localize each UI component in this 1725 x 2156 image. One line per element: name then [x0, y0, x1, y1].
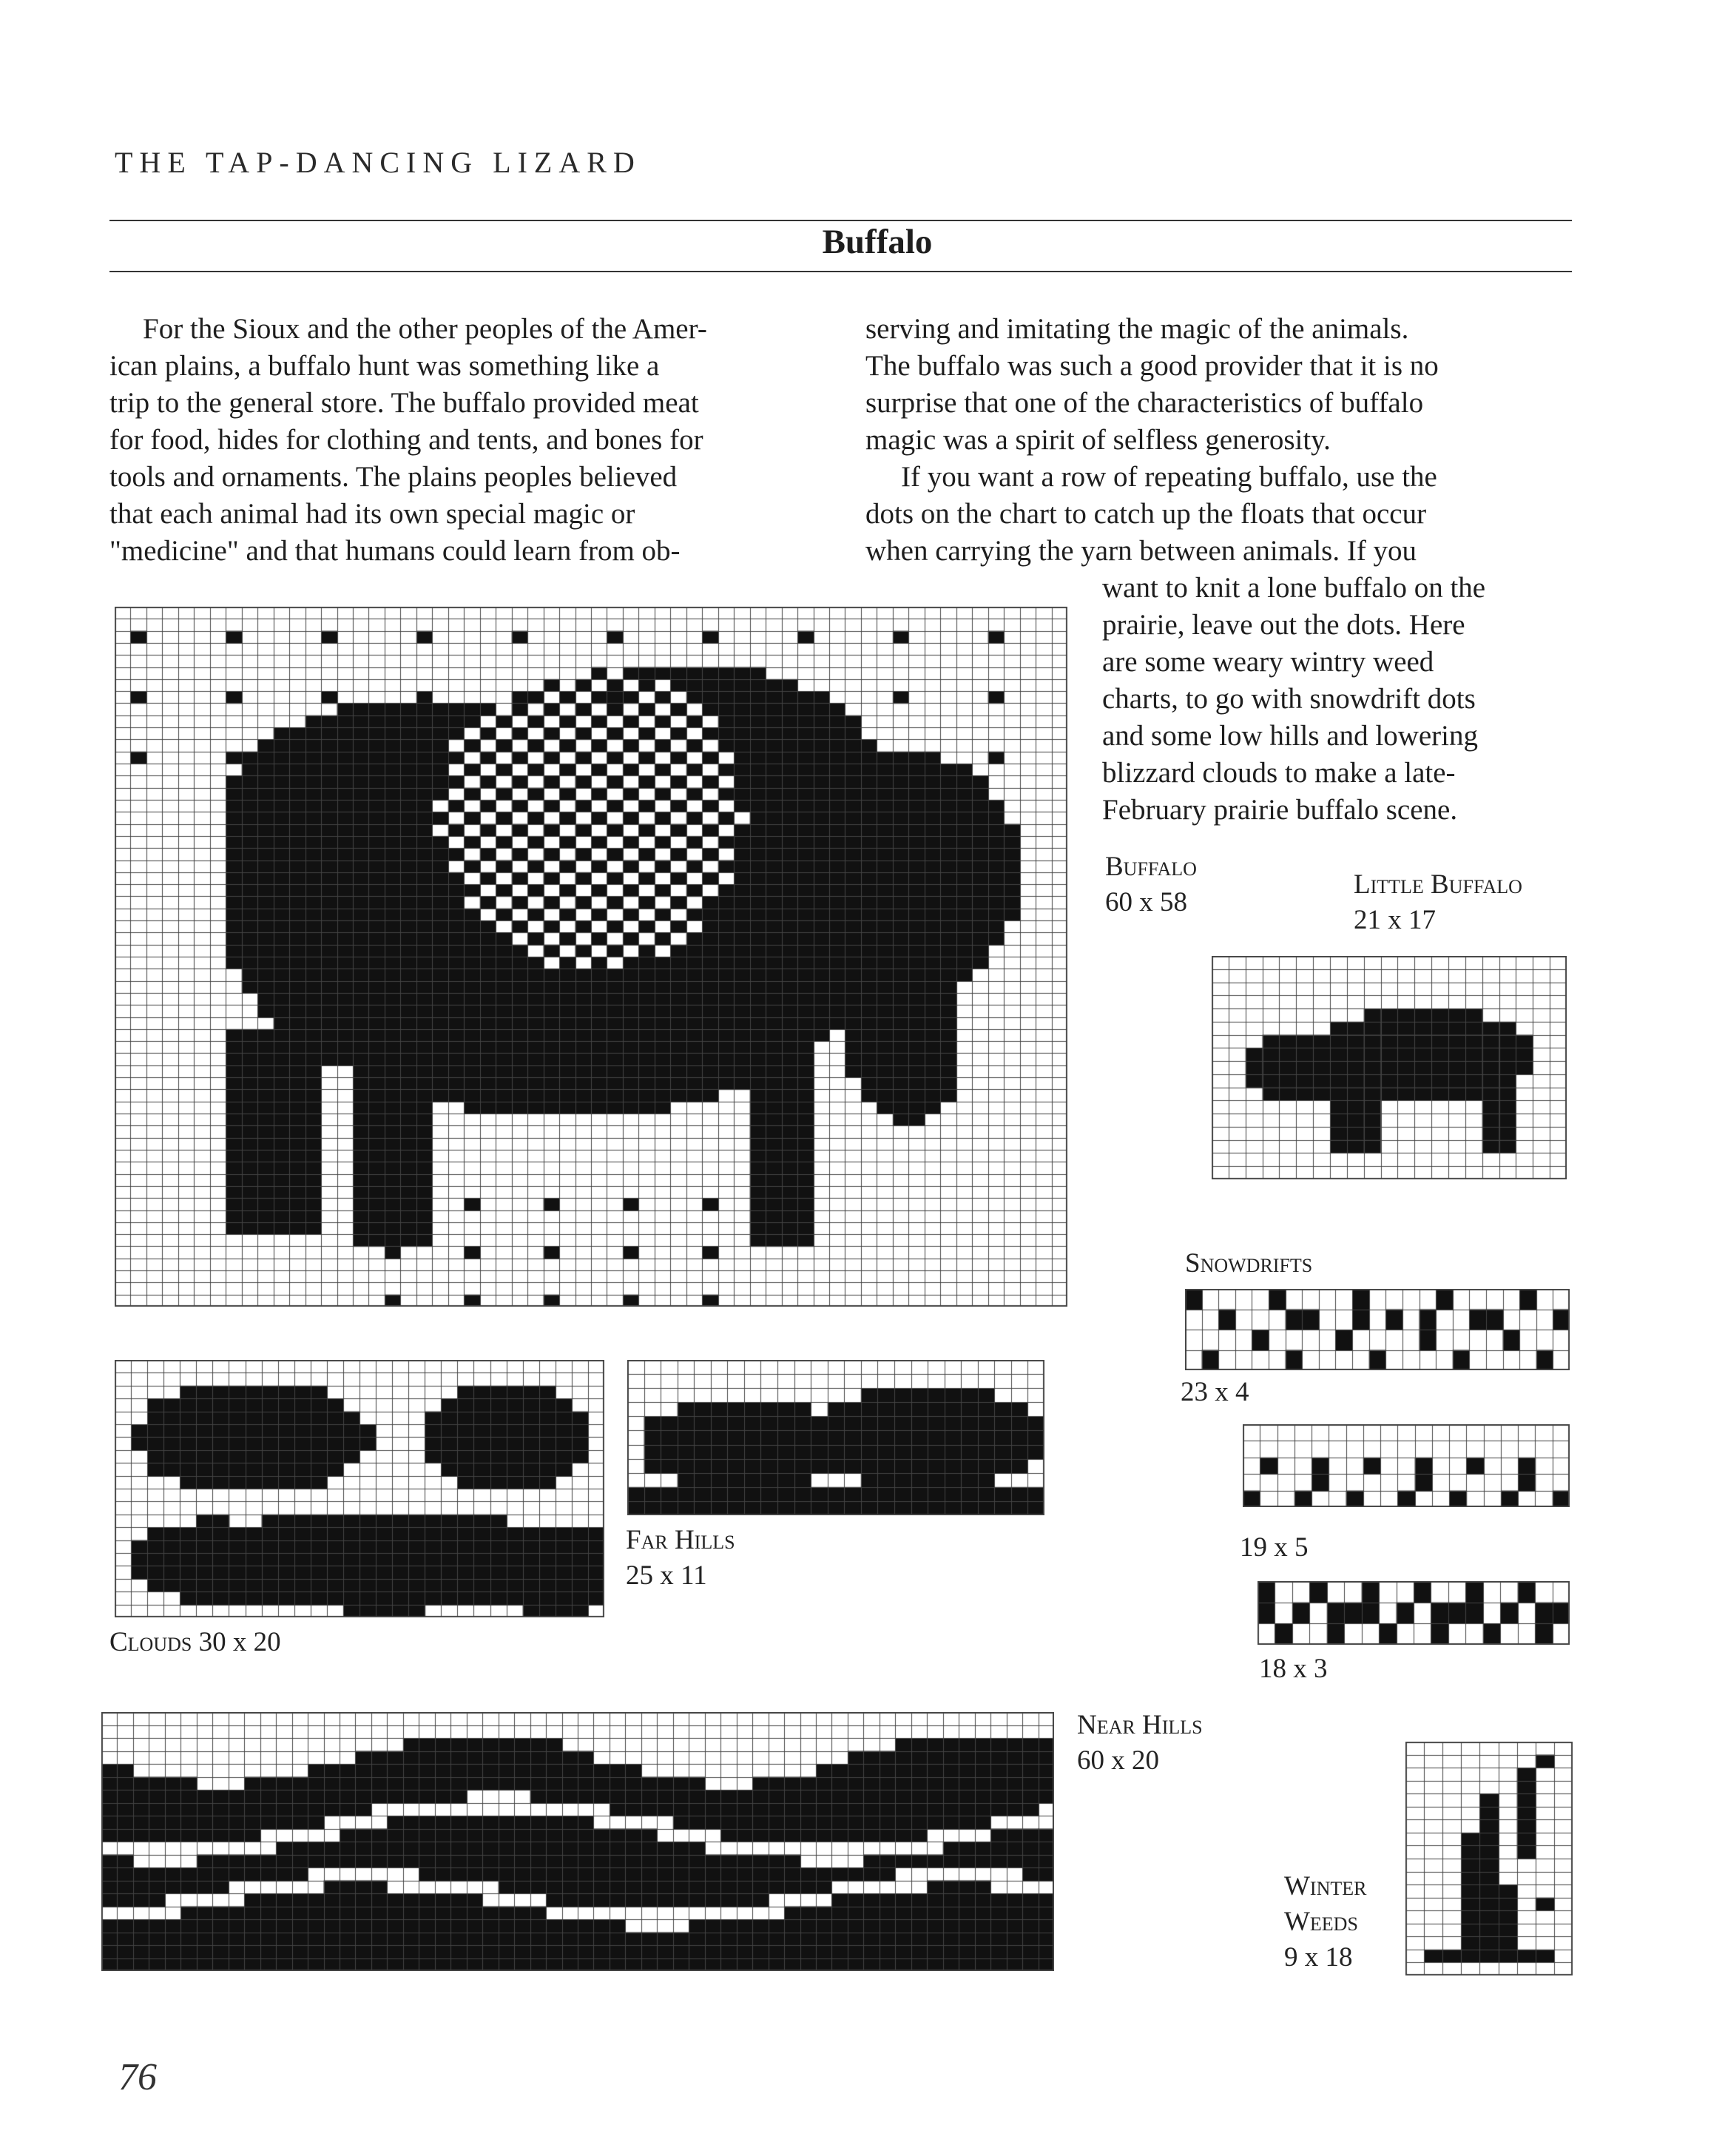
- wrap-line-5: and some low hills and lowering: [1102, 720, 1479, 752]
- wrap-line-1: want to knit a lone buffalo on the: [1102, 572, 1486, 604]
- right-line-2: The buffalo was such a good provider that it is no: [865, 350, 1439, 382]
- wrap-line-7: February prairie buffalo scene.: [1102, 794, 1458, 826]
- clouds-chart: [115, 1360, 604, 1617]
- right-line-1: serving and imitating the magic of the animals.: [865, 313, 1409, 345]
- right-line-7: when carrying the yarn between animals. If you: [865, 535, 1417, 567]
- snowdrifts-size-2: 19 x 5: [1240, 1532, 1309, 1563]
- near-hills-label: [1077, 1708, 1203, 1779]
- left-line-3: trip to the general store. The buffalo provided meat: [109, 387, 699, 419]
- little-buffalo-chart: [1212, 956, 1567, 1179]
- buffalo-label-size: 60 x 58: [1105, 887, 1187, 917]
- left-line-6: that each animal had its own special magic or: [109, 498, 635, 530]
- near-hills-label-name: Near Hills: [1077, 1710, 1203, 1740]
- near-hills-chart: [101, 1712, 1054, 1971]
- little-buffalo-label: [1354, 867, 1522, 938]
- snowdrifts-label: Snowdrifts: [1185, 1248, 1313, 1279]
- buffalo-label: [1105, 849, 1197, 920]
- far-hills-chart: [627, 1360, 1044, 1515]
- wrap-line-2: prairie, leave out the dots. Here: [1102, 609, 1465, 641]
- intro-left-column: [109, 311, 849, 570]
- intro-wrap-text: [1102, 570, 1576, 829]
- snowdrifts-chart-2: [1243, 1424, 1570, 1507]
- right-line-4: magic was a spirit of selfless generosity.: [865, 424, 1331, 456]
- far-hills-label-size: 25 x 11: [626, 1560, 707, 1591]
- page-number: 76: [118, 2056, 157, 2098]
- right-line-3: surprise that one of the characteristics of buffalo: [865, 387, 1424, 419]
- winter-weeds-label-line2: Weeds: [1284, 1907, 1358, 1937]
- left-line-7: "medicine" and that humans could learn from ob-: [109, 535, 681, 567]
- wrap-line-6: blizzard clouds to make a late-: [1102, 757, 1456, 789]
- winter-weeds-label-line1: Winter: [1284, 1871, 1367, 1901]
- snowdrifts-size-1: 23 x 4: [1181, 1377, 1249, 1407]
- wrap-line-3: are some weary wintry weed: [1102, 646, 1434, 678]
- intro-right-column: [865, 311, 1576, 570]
- little-buffalo-label-size: 21 x 17: [1354, 905, 1436, 935]
- section-title: [0, 222, 1725, 262]
- clouds-label: [109, 1625, 281, 1660]
- running-head: THE TAP-DANCING LIZARD: [115, 146, 641, 179]
- left-line-4: for food, hides for clothing and tents, and bones for: [109, 424, 703, 456]
- clouds-label-name: Clouds: [109, 1627, 192, 1657]
- far-hills-label-name: Far Hills: [626, 1525, 735, 1555]
- right-line-6: dots on the chart to catch up the floats that occur: [865, 498, 1427, 530]
- left-line-5: tools and ornaments. The plains peoples believed: [109, 461, 678, 493]
- snowdrifts-size-3: 18 x 3: [1259, 1654, 1328, 1684]
- snowdrifts-chart-3: [1258, 1581, 1570, 1645]
- buffalo-label-name: Buffalo: [1105, 852, 1197, 882]
- left-line-2: ican plains, a buffalo hunt was something like a: [109, 350, 660, 382]
- far-hills-label: [626, 1523, 735, 1594]
- wrap-line-4: charts, to go with snowdrift dots: [1102, 683, 1476, 715]
- winter-weeds-label: [1284, 1869, 1366, 1975]
- left-line-1: For the Sioux and the other peoples of the Amer-: [143, 313, 707, 345]
- rule-top: [109, 220, 1572, 221]
- little-buffalo-label-name: Little Buffalo: [1354, 869, 1522, 900]
- winter-weeds-label-size: 9 x 18: [1284, 1942, 1353, 1973]
- buffalo-chart: [115, 607, 1067, 1307]
- near-hills-label-size: 60 x 20: [1077, 1745, 1159, 1776]
- snowdrifts-chart-1: [1185, 1289, 1570, 1370]
- clouds-label-size: 30 x 20: [198, 1627, 281, 1657]
- right-line-5: If you want a row of repeating buffalo, use the: [901, 461, 1437, 493]
- winter-weeds-chart: [1405, 1742, 1573, 1975]
- section-title-text: Buffalo: [822, 223, 933, 261]
- rule-bottom: [109, 271, 1572, 272]
